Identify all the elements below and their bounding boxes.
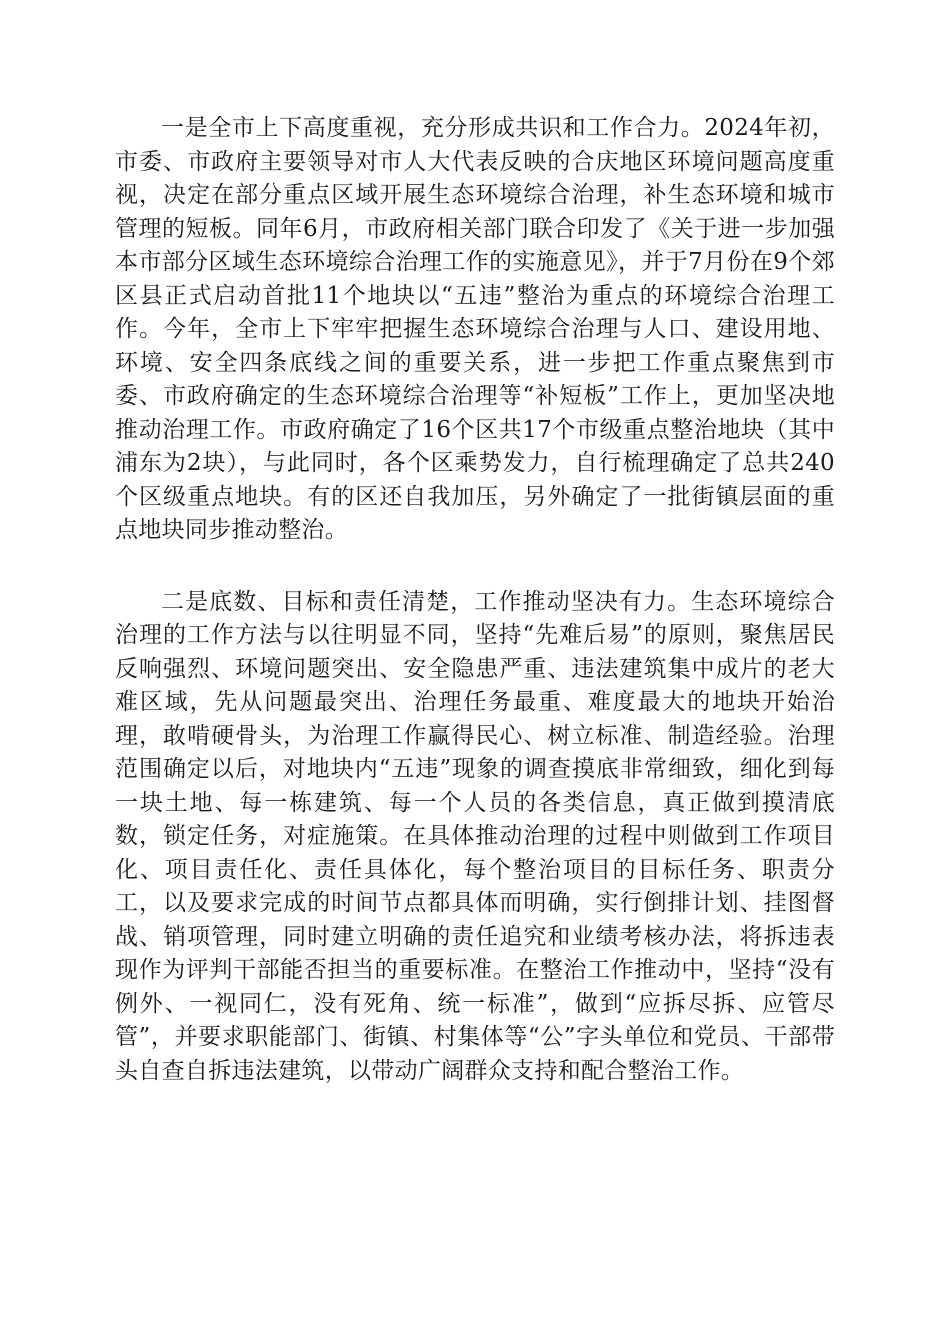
document-body — [115, 112, 835, 1088]
paragraph-1: 一是全市上下高度重视，充分形成共识和工作合力。2024年初，市委、市政府主要领导对市人大代表反映的合庆地区环境问题高度重视，决定在部分重点区域开展生态环境综合治理，补生态环境和城市管理的短板。同年6月，市政府相关部门联合印发了《关于进一步加强本市部分区域生态环境综合治理工作的实施意见》，并于7月份在9个郊区县正式启动首批11个地块以“五违”整治为重点的环境综合治理工作。今年，全市上下牢牢把握生态环境综合治理与人口、建设用地、环境、安全四条底线之间的重要关系，进一步把工作重点聚焦到市委、市政府确定的生态环境综合治理等“补短板”工作上，更加坚决地推动治理工作。市政府确定了16个区共17个市级重点整治地块（其中浦东为2块），与此同时，各个区乘势发力，自行梳理确定了总共240个区级重点地块。有的区还自我加压，另外确定了一批街镇层面的重点地块同步推动整治。 — [115, 115, 835, 543]
paragraph-2: 二是底数、目标和责任清楚，工作推动坚决有力。生态环境综合治理的工作方法与以往明显不同，坚持“先难后易”的原则，聚焦居民反响强烈、环境问题突出、安全隐患严重、违法建筑集中成片的老大难区域，先从问题最突出、治理任务最重、难度最大的地块开始治理，敢啃硬骨头，为治理工作赢得民心、树立标准、制造经验。治理范围确定以后，对地块内“五违”现象的调查摸底非常细致，细化到每一块土地、每一栋建筑、每一个人员的各类信息，真正做到摸清底数，锁定任务，对症施策。在具体推动治理的过程中则做到工作项目化、项目责任化、责任具体化，每个整治项目的目标任务、职责分工，以及要求完成的时间节点都具体而明确，实行倒排计划、挂图督战、销项管理，同时建立明确的责任追究和业绩考核办法，将拆违表现作为评判干部能否担当的重要标准。在整治工作推动中，坚持“没有例外、一视同仁，没有死角、统一标准”，做到“应拆尽拆、应管尽管”，并要求职能部门、街镇、村集体等“公”字头单位和党员、干部带头自查自拆违法建筑，以带动广阔群众支持和配合整治工作。 — [115, 588, 835, 1084]
